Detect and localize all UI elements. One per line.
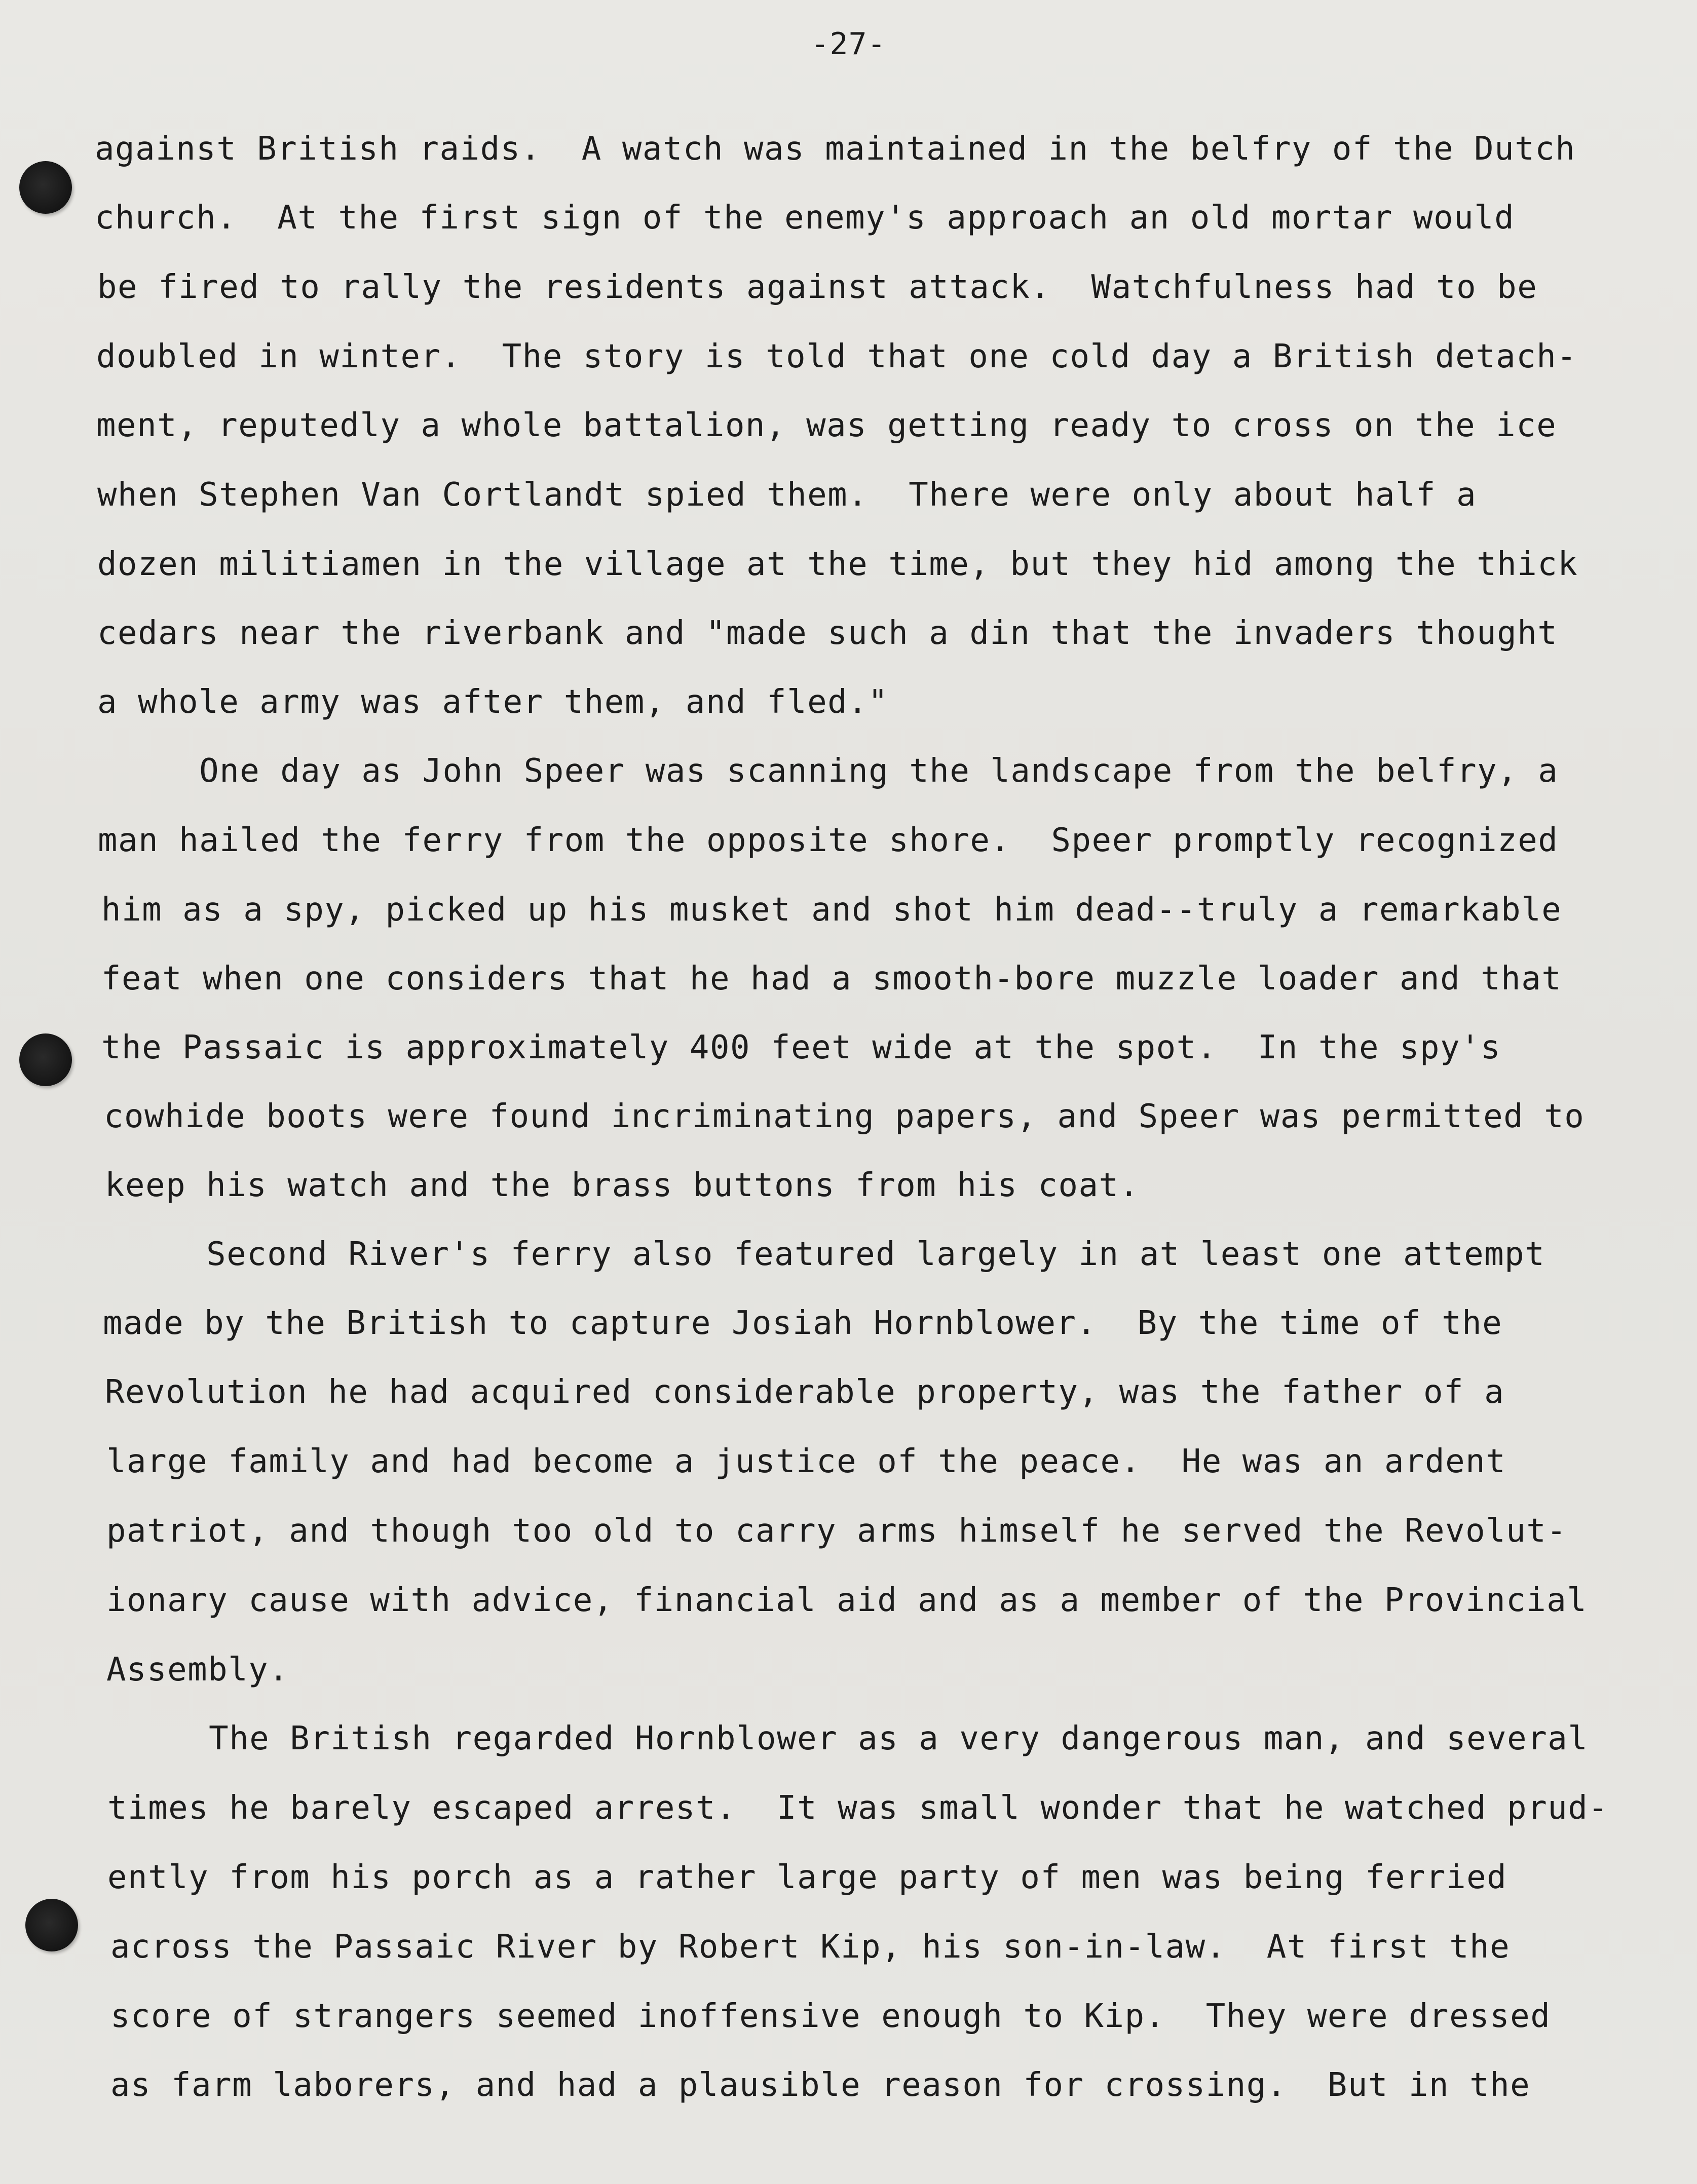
text-line: church. At the first sign of the enemy's approach an old mortar would [95, 199, 1515, 237]
text-line: ionary cause with advice, financial aid and as a member of the Provincial [106, 1582, 1588, 1619]
text-line: The British regarded Hornblower as a very dangerous man, and several [107, 1720, 1589, 1757]
text-line: One day as John Speer was scanning the landscape from the belfry, a [98, 752, 1559, 790]
text-line: times he barely escaped arrest. It was small wonder that he watched prud- [107, 1789, 1609, 1827]
text-line: a whole army was after them, and fled." [97, 683, 889, 721]
text-line: ment, reputedly a whole battalion, was getting ready to cross on the ice [96, 407, 1557, 444]
text-line: cowhide boots were found incriminating papers, and Speer was permitted to [104, 1098, 1585, 1135]
text-line: keep his watch and the brass buttons from his coat. [105, 1167, 1140, 1204]
text-line: the Passaic is approximately 400 feet wide at the spot. In the spy's [101, 1029, 1501, 1066]
text-line: large family and had become a justice of the peace. He was an ardent [106, 1443, 1506, 1480]
text-line: across the Passaic River by Robert Kip, his son-in-law. At first the [110, 1928, 1511, 1966]
punch-hole-middle [19, 1033, 72, 1086]
text-line: when Stephen Van Cortlandt spied them. There were only about half a [97, 476, 1477, 514]
text-line: feat when one considers that he had a smooth-bore muzzle loader and that [101, 960, 1562, 998]
text-line: Revolution he had acquired considerable property, was the father of a [105, 1373, 1505, 1411]
text-line: score of strangers seemed inoffensive enough to Kip. They were dressed [110, 1998, 1551, 2035]
text-line: patriot, and though too old to carry arms himself he served the Revolut- [106, 1512, 1567, 1550]
punch-hole-bottom [25, 1899, 78, 1951]
text-line: man hailed the ferry from the opposite shore. Speer promptly recognized [98, 822, 1559, 859]
page-number: -27- [811, 26, 886, 62]
text-line: him as a spy, picked up his musket and shot him dead--truly a remarkable [101, 891, 1562, 929]
text-line: be fired to rally the residents against attack. Watchfulness had to be [97, 269, 1538, 306]
text-line: made by the British to capture Josiah Hornblower. By the time of the [103, 1305, 1503, 1342]
text-line: Second River's ferry also featured largely in at least one attempt [105, 1236, 1545, 1273]
text-line: cedars near the riverbank and "made such a din that the invaders thought [97, 615, 1558, 652]
text-line: doubled in winter. The story is told that one cold day a British detach- [96, 338, 1577, 375]
text-line: dozen militiamen in the village at the time, but they hid among the thick [97, 546, 1578, 583]
text-line: ently from his porch as a rather large party of men was being ferried [107, 1859, 1507, 1896]
text-line: as farm laborers, and had a plausible reason for crossing. But in the [110, 2066, 1531, 2104]
text-line: Assembly. [106, 1651, 289, 1689]
punch-hole-top [19, 161, 72, 214]
text-line: against British raids. A watch was maintained in the belfry of the Dutch [95, 130, 1576, 168]
